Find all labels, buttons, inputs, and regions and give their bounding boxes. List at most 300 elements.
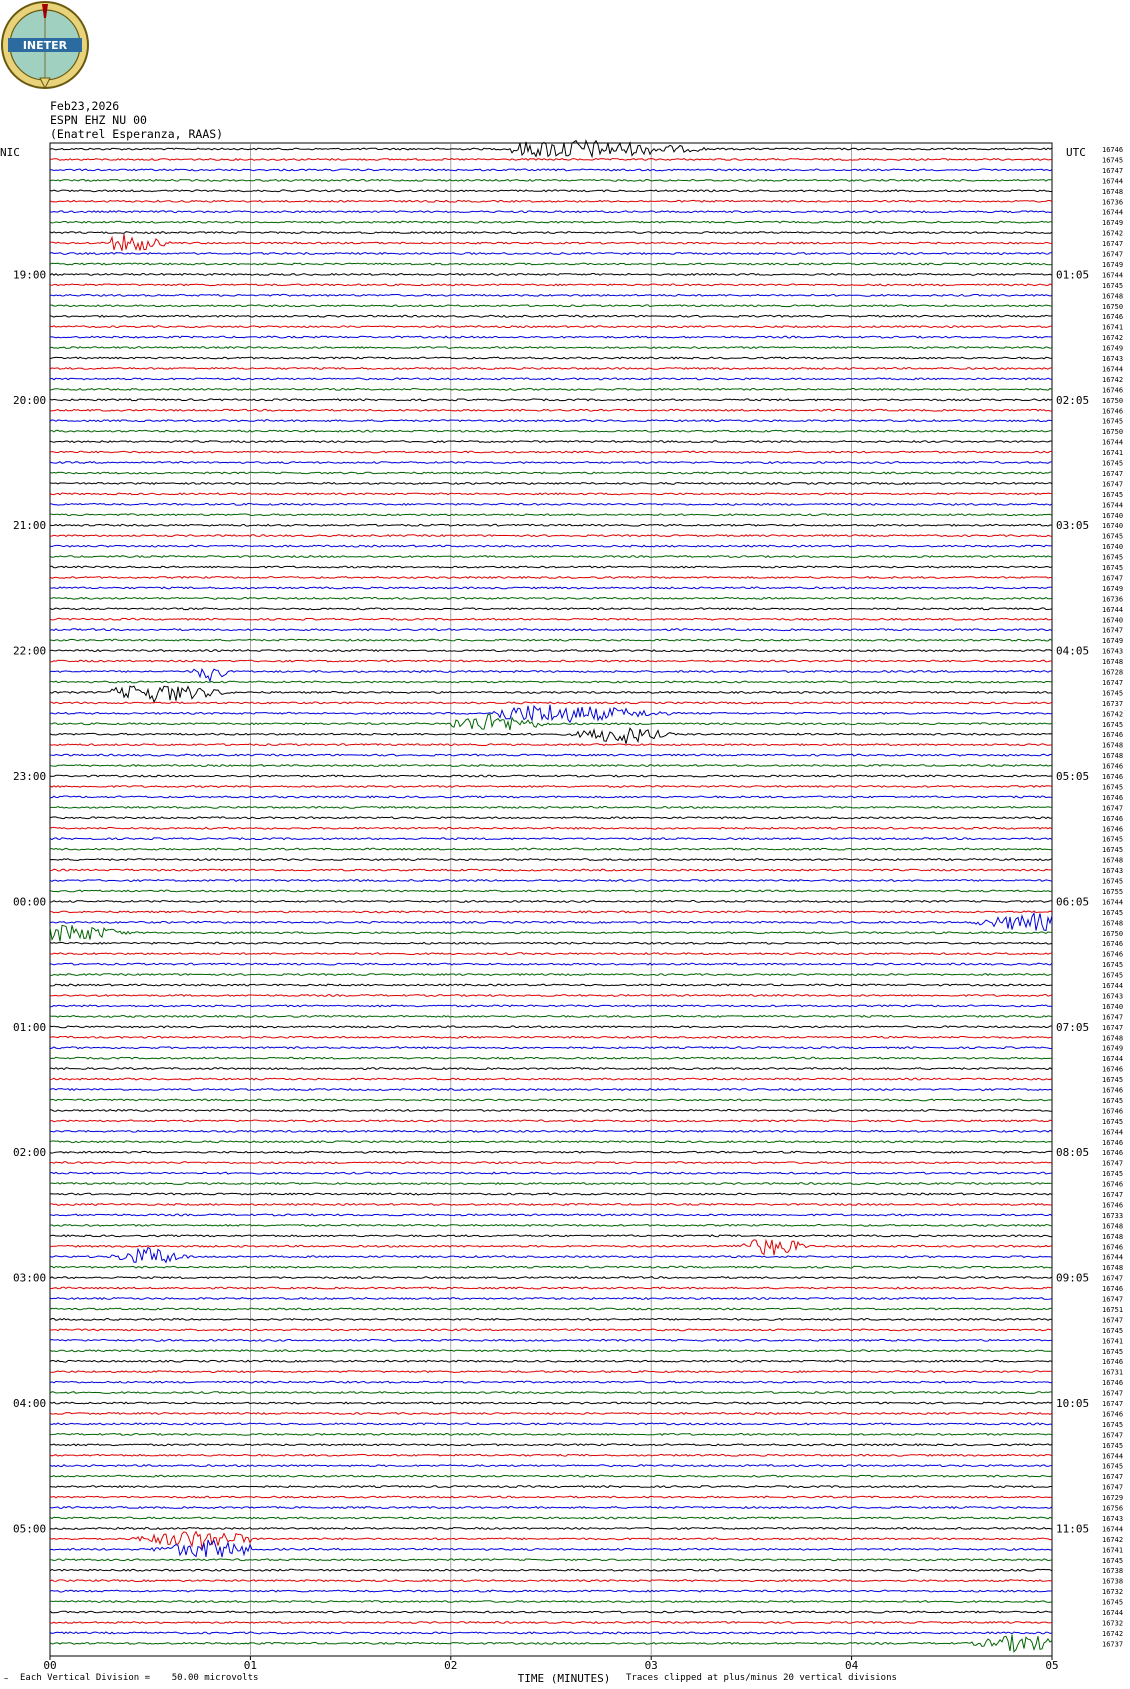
trace-offset-label: 16744: [1102, 365, 1124, 374]
trace-offset-label: 16743: [1102, 1514, 1124, 1523]
trace-offset-label: 16745: [1102, 1326, 1124, 1335]
seismic-trace: [50, 1569, 1052, 1571]
seismic-trace: [50, 514, 1052, 516]
right-hour-label: 02:05: [1056, 393, 1090, 407]
trace-offset-label: 16745: [1102, 1096, 1124, 1105]
trace-offset-label: 16746: [1102, 1285, 1124, 1294]
seismic-trace: [50, 1036, 1052, 1038]
seismic-trace: [50, 1360, 1052, 1362]
trace-offset-label: 16742: [1102, 375, 1124, 384]
seismic-trace: [50, 1507, 1052, 1509]
left-hour-label: 19:00: [13, 268, 47, 282]
trace-offset-label: 16736: [1102, 595, 1124, 604]
trace-offset-label: 16747: [1102, 1159, 1124, 1168]
trace-offset-label: 16746: [1102, 1138, 1124, 1147]
seismic-trace: [50, 326, 1052, 328]
trace-offset-label: 16744: [1102, 1525, 1124, 1534]
trace-offset-label: 16746: [1102, 407, 1124, 416]
trace-offset-label: 16748: [1102, 1222, 1124, 1231]
seismic-trace: [50, 200, 1052, 202]
right-hour-label: 01:05: [1056, 268, 1090, 282]
seismic-trace: [50, 1475, 1052, 1477]
seismic-trace: [50, 1454, 1052, 1456]
seismic-trace: [50, 1130, 1052, 1132]
seismic-trace: [50, 942, 1052, 944]
x-tick-label: 01: [243, 1659, 258, 1672]
trace-offset-label: 16731: [1102, 1368, 1124, 1377]
seismic-trace: [50, 234, 1052, 251]
seismic-trace: [50, 911, 1052, 913]
trace-offset-label: 16744: [1102, 438, 1124, 447]
seismic-trace: [50, 629, 1052, 631]
trace-offset-label: 16744: [1102, 271, 1124, 280]
seismic-trace: [50, 483, 1052, 485]
right-hour-label: 06:05: [1056, 895, 1090, 909]
trace-offset-label: 16746: [1102, 825, 1124, 834]
seismic-trace: [50, 817, 1052, 819]
trace-offset-label: 16749: [1102, 584, 1124, 593]
left-hour-label: 23:00: [13, 770, 47, 783]
seismic-trace: [50, 639, 1052, 641]
seismic-trace: [50, 462, 1052, 464]
seismic-trace: [50, 159, 1052, 161]
seismic-trace: [50, 953, 1052, 955]
trace-offset-label: 16745: [1102, 1556, 1124, 1565]
seismic-trace: [50, 686, 1052, 702]
seismic-trace: [50, 807, 1052, 809]
trace-offset-label: 16747: [1102, 1431, 1124, 1440]
seismic-trace: [50, 169, 1052, 171]
seismic-trace: [50, 1287, 1052, 1289]
seismic-trace: [50, 838, 1052, 840]
seismic-trace: [50, 1601, 1052, 1603]
trace-offset-label: 16748: [1102, 292, 1124, 301]
trace-offset-label: 16741: [1102, 1337, 1124, 1346]
seismic-trace: [50, 1235, 1052, 1237]
x-tick-label: 03: [644, 1659, 658, 1672]
seismic-trace: [50, 1141, 1052, 1143]
trace-offset-label: 16738: [1102, 1577, 1124, 1586]
trace-offset-label: 16744: [1102, 1609, 1124, 1617]
seismic-trace: [50, 1172, 1052, 1174]
seismic-trace: [50, 744, 1052, 746]
seismic-trace: [50, 1580, 1052, 1582]
seismic-trace: [50, 232, 1052, 234]
left-hour-label: 05:00: [13, 1522, 47, 1536]
trace-offset-label: 16745: [1102, 1117, 1124, 1126]
seismic-trace: [50, 1099, 1052, 1101]
seismic-trace: [50, 357, 1052, 359]
seismic-trace: [50, 705, 1052, 723]
seismic-trace: [50, 1496, 1052, 1498]
trace-offset-label: 16748: [1102, 919, 1124, 928]
seismic-trace: [50, 1402, 1052, 1404]
seismic-trace: [50, 566, 1052, 568]
trace-offset-label: 16745: [1102, 490, 1124, 499]
seismic-trace: [50, 1392, 1052, 1394]
seismic-trace: [50, 880, 1052, 882]
seismic-trace: [50, 472, 1052, 474]
seismic-trace: [50, 775, 1052, 777]
seismic-trace: [50, 389, 1052, 391]
seismic-trace: [50, 1026, 1052, 1028]
trace-offset-label: 16746: [1102, 773, 1124, 781]
seismic-trace: [50, 1423, 1052, 1425]
trace-offset-label: 16745: [1102, 971, 1124, 980]
seismic-trace: [50, 963, 1052, 965]
trace-offset-label: 16743: [1102, 647, 1124, 656]
seismic-trace: [50, 1277, 1052, 1279]
right-hour-label: 11:05: [1056, 1522, 1090, 1536]
seismic-trace: [50, 827, 1052, 829]
seismic-trace: [50, 1298, 1052, 1300]
trace-offset-label: 16745: [1102, 1076, 1124, 1085]
seismic-trace: [50, 1611, 1052, 1613]
trace-offset-label: 16746: [1102, 1379, 1124, 1388]
trace-offset-label: 16740: [1102, 511, 1124, 520]
trace-offset-label: 16743: [1102, 992, 1124, 1001]
trace-offset-label: 16745: [1102, 689, 1124, 698]
seismic-trace: [50, 347, 1052, 349]
seismic-trace: [50, 995, 1052, 997]
trace-offset-label: 16746: [1102, 940, 1124, 949]
trace-offset-label: 16742: [1102, 229, 1124, 238]
left-hour-label: 21:00: [13, 519, 47, 533]
trace-offset-label: 16745: [1102, 961, 1124, 970]
seismic-trace: [50, 1517, 1052, 1519]
seismic-trace: [50, 524, 1052, 526]
trace-offset-label: 16747: [1102, 1013, 1124, 1022]
trace-offset-label: 16741: [1102, 1546, 1124, 1555]
header-site: (Enatrel Esperanza, RAAS): [50, 127, 224, 141]
trace-offset-label: 16745: [1102, 553, 1124, 562]
trace-offset-label: 16747: [1102, 1295, 1124, 1304]
trace-offset-label: 16746: [1102, 1107, 1124, 1116]
trace-offset-label: 16747: [1102, 1473, 1124, 1482]
trace-offset-label: 16744: [1102, 898, 1124, 907]
seismic-trace: [50, 253, 1052, 255]
right-hour-label: 09:05: [1056, 1271, 1090, 1285]
trace-offset-label: 16747: [1102, 804, 1124, 813]
trace-offset-label: 16746: [1102, 793, 1124, 802]
header-date: Feb23,2026: [50, 99, 120, 113]
seismic-trace: [50, 1632, 1052, 1634]
trace-offset-label: 16742: [1102, 334, 1124, 343]
trace-offset-label: 16728: [1102, 668, 1124, 677]
seismic-trace: [50, 221, 1052, 223]
seismic-trace: [50, 714, 1052, 730]
trace-offset-label: 16748: [1102, 1232, 1124, 1241]
seismic-trace: [50, 180, 1052, 182]
seismic-trace: [50, 669, 1052, 681]
seismic-trace: [50, 420, 1052, 422]
trace-offset-label: 16748: [1102, 658, 1124, 667]
trace-offset-label: 16738: [1102, 1567, 1124, 1576]
seismic-trace: [50, 294, 1052, 296]
seismic-trace: [50, 1434, 1052, 1436]
seismic-trace: [50, 660, 1052, 662]
seismic-trace: [50, 1193, 1052, 1195]
seismic-trace: [50, 1371, 1052, 1373]
seismic-trace: [50, 263, 1052, 265]
trace-offset-label: 16744: [1102, 177, 1124, 186]
trace-offset-label: 16745: [1102, 459, 1124, 468]
seismic-trace: [50, 1540, 1052, 1557]
trace-offset-label: 16750: [1102, 929, 1124, 938]
trace-offset-label: 16743: [1102, 355, 1124, 363]
right-hour-label: 04:05: [1056, 644, 1090, 658]
seismic-trace: [50, 274, 1052, 276]
left-hour-label: 04:00: [13, 1397, 47, 1410]
seismic-trace: [50, 1248, 1052, 1263]
trace-offset-label: 16750: [1102, 302, 1124, 311]
seismic-trace: [50, 786, 1052, 788]
seismic-trace: [50, 1381, 1052, 1383]
trace-offset-label: 16737: [1102, 1640, 1124, 1649]
trace-offset-label: 16732: [1102, 1588, 1124, 1597]
seismic-trace: [50, 1486, 1052, 1488]
trace-offset-label: 16756: [1102, 1504, 1124, 1513]
trace-offset-label: 16744: [1102, 1055, 1124, 1064]
axis-labels: [0, 146, 1123, 1685]
trace-offset-label: 16745: [1102, 156, 1124, 165]
trace-offset-label: 16747: [1102, 626, 1124, 635]
seismic-trace: [50, 890, 1052, 892]
seismic-trace: [50, 1240, 1052, 1255]
seismic-trace: [50, 1329, 1052, 1331]
trace-offset-label: 16747: [1102, 480, 1124, 489]
trace-offset-label: 16745: [1102, 1598, 1124, 1607]
trace-offset-label: 16745: [1102, 835, 1124, 844]
seismic-trace: [50, 1444, 1052, 1446]
seismic-trace: [50, 336, 1052, 338]
seismic-trace: [50, 598, 1052, 600]
seismic-trace: [50, 1622, 1052, 1624]
trace-offset-label: 16747: [1102, 1191, 1124, 1199]
trace-offset-label: 16745: [1102, 877, 1124, 886]
seismic-trace: [50, 618, 1052, 620]
seismic-trace: [50, 451, 1052, 453]
trace-offset-label: 16748: [1102, 856, 1124, 865]
trace-offset-label: 16746: [1102, 1149, 1124, 1158]
trace-offset-label: 16747: [1102, 166, 1124, 175]
seismic-trace: [50, 869, 1052, 871]
trace-offset-label: 16745: [1102, 532, 1124, 541]
left-hour-label: 01:00: [13, 1020, 47, 1034]
seismic-trace: [50, 1162, 1052, 1164]
trace-offset-label: 16750: [1102, 428, 1124, 437]
trace-offset-label: 16740: [1102, 543, 1124, 552]
plot-frame: [50, 143, 1052, 1656]
trace-offset-label: 16744: [1102, 982, 1124, 990]
seismic-trace: [50, 754, 1052, 756]
seismic-trace: [50, 441, 1052, 443]
right-hour-label: 03:05: [1056, 519, 1090, 533]
seismic-trace: [50, 1183, 1052, 1185]
trace-offset-label: 16749: [1102, 260, 1124, 269]
seismic-trace: [50, 1528, 1052, 1530]
seismic-trace: [50, 1214, 1052, 1216]
minute-grid: [50, 143, 1052, 1656]
seismic-trace: [50, 577, 1052, 579]
seismic-trace: [50, 974, 1052, 976]
seismic-trace: [50, 430, 1052, 432]
seismic-trace: [50, 1465, 1052, 1467]
trace-offset-label: 16744: [1102, 605, 1124, 614]
trace-offset-label: 16747: [1102, 1274, 1124, 1283]
seismic-trace: [50, 1204, 1052, 1206]
seismic-trace: [50, 1151, 1052, 1153]
seismic-trace: [50, 399, 1052, 401]
trace-offset-label: 16742: [1102, 710, 1124, 719]
header-station: ESPN EHZ NU 00: [50, 113, 147, 127]
seismic-trace: [50, 305, 1052, 307]
trace-offset-label: 16745: [1102, 1420, 1124, 1429]
trace-offset-label: 16740: [1102, 522, 1124, 531]
trace-offset-label: 16736: [1102, 198, 1124, 207]
x-tick-label: 04: [844, 1659, 859, 1672]
x-tick-label: 00: [43, 1659, 57, 1672]
seismic-trace: [50, 796, 1052, 798]
trace-offset-label: 16747: [1102, 678, 1124, 687]
seismic-trace: [50, 1532, 1052, 1549]
seismic-trace: [50, 848, 1052, 850]
seismic-trace: [50, 859, 1052, 861]
trace-offset-label: 16744: [1102, 208, 1124, 217]
trace-offset-label: 16745: [1102, 1462, 1124, 1471]
trace-offset-label: 16746: [1102, 313, 1124, 322]
trace-offset-label: 16744: [1102, 1452, 1124, 1461]
trace-offset-label: 16740: [1102, 1002, 1124, 1011]
seismic-trace: [50, 535, 1052, 537]
seismic-trace: [50, 1590, 1052, 1592]
trace-offset-label: 16745: [1102, 1441, 1124, 1450]
seismic-trace: [50, 1413, 1052, 1415]
trace-offset-label: 16745: [1102, 1170, 1124, 1179]
trace-offset-label: 16746: [1102, 1180, 1124, 1189]
right-hour-label: 07:05: [1056, 1020, 1090, 1034]
trace-offset-label: 16747: [1102, 469, 1124, 478]
seismic-trace: [50, 1635, 1052, 1652]
seismic-trace: [50, 284, 1052, 286]
trace-offset-label: 16737: [1102, 699, 1124, 708]
trace-offset-label: 16746: [1102, 1243, 1124, 1252]
trace-offset-label: 16747: [1102, 1483, 1124, 1492]
seismic-trace: [50, 1005, 1052, 1007]
scale-icon: ~: [4, 1675, 9, 1683]
seismic-trace: [50, 901, 1052, 903]
seismic-trace: [50, 650, 1052, 652]
trace-offset-label: 16746: [1102, 762, 1124, 771]
seismic-trace: [50, 1319, 1052, 1321]
trace-offset-label: 16741: [1102, 323, 1124, 332]
right-hour-label: 10:05: [1056, 1397, 1090, 1410]
seismic-trace: [50, 1120, 1052, 1122]
left-hour-label: 00:00: [13, 895, 47, 909]
x-axis-title: TIME (MINUTES): [517, 1672, 611, 1685]
seismic-trace: [50, 493, 1052, 495]
seismic-trace: [50, 190, 1052, 192]
left-hour-label: 22:00: [13, 644, 47, 658]
seismic-trace: [50, 1078, 1052, 1080]
left-axis-title: NIC: [0, 146, 20, 159]
trace-offset-label: 16742: [1102, 1535, 1124, 1544]
trace-offset-label: 16742: [1102, 1629, 1124, 1638]
left-hour-label: 03:00: [13, 1271, 47, 1285]
trace-offset-label: 16746: [1102, 950, 1124, 959]
right-axis-title: UTC: [1066, 146, 1086, 159]
trace-offset-label: 16748: [1102, 752, 1124, 761]
trace-offset-label: 16746: [1102, 1086, 1124, 1095]
trace-offset-label: 16746: [1102, 731, 1124, 740]
trace-offset-label: 16732: [1102, 1619, 1124, 1628]
trace-offset-label: 16751: [1102, 1305, 1124, 1314]
clip-note: Traces clipped at plus/minus 20 vertical divisions: [626, 1673, 897, 1683]
seismic-trace: [50, 315, 1052, 317]
right-hour-label: 08:05: [1056, 1146, 1090, 1160]
trace-offset-label: 16749: [1102, 637, 1124, 646]
seismic-trace: [50, 1350, 1052, 1352]
seismic-trace: [50, 913, 1052, 930]
seismic-trace: [50, 1057, 1052, 1059]
left-hour-label: 20:00: [13, 393, 47, 407]
seismic-trace: [50, 503, 1052, 505]
seismic-trace: [50, 545, 1052, 547]
trace-offset-label: 16749: [1102, 344, 1124, 353]
trace-offset-label: 16747: [1102, 574, 1124, 583]
seismic-trace: [50, 728, 1052, 744]
seismic-trace: [50, 378, 1052, 380]
trace-offset-label: 16744: [1102, 501, 1124, 510]
seismic-trace: [50, 587, 1052, 589]
trace-offset-label: 16747: [1102, 250, 1124, 259]
trace-offset-label: 16745: [1102, 281, 1124, 290]
trace-offset-label: 16746: [1102, 386, 1124, 395]
seismic-trace: [50, 765, 1052, 767]
trace-offset-label: 16748: [1102, 741, 1124, 750]
seismic-trace: [50, 1308, 1052, 1310]
trace-offset-label: 16745: [1102, 1347, 1124, 1356]
trace-offset-label: 16729: [1102, 1494, 1124, 1503]
seismic-trace: [50, 211, 1052, 213]
trace-offset-label: 16745: [1102, 783, 1124, 792]
left-hour-label: 02:00: [13, 1146, 47, 1160]
logo-text: INETER: [22, 39, 68, 52]
seismic-trace: [50, 1089, 1052, 1091]
seismic-trace: [50, 1047, 1052, 1049]
trace-offset-label: 16745: [1102, 564, 1124, 572]
trace-offset-label: 16748: [1102, 1264, 1124, 1273]
trace-offset-label: 16747: [1102, 1389, 1124, 1398]
seismic-trace: [50, 984, 1052, 986]
seismic-traces: [50, 141, 1052, 1652]
trace-offset-label: 16744: [1102, 1128, 1124, 1137]
trace-offset-label: 16747: [1102, 1400, 1124, 1408]
trace-offset-label: 16747: [1102, 1023, 1124, 1032]
trace-offset-label: 16747: [1102, 1316, 1124, 1325]
trace-offset-label: 16745: [1102, 720, 1124, 729]
seismic-trace: [50, 1225, 1052, 1227]
seismic-trace: [50, 556, 1052, 558]
trace-offset-label: 16745: [1102, 908, 1124, 917]
trace-offset-label: 16748: [1102, 187, 1124, 196]
trace-offset-label: 16745: [1102, 846, 1124, 855]
seismic-trace: [50, 1559, 1052, 1561]
trace-offset-label: 16749: [1102, 1044, 1124, 1053]
trace-offset-label: 16747: [1102, 240, 1124, 249]
right-hour-label: 05:05: [1056, 770, 1090, 783]
seismic-trace: [50, 409, 1052, 411]
